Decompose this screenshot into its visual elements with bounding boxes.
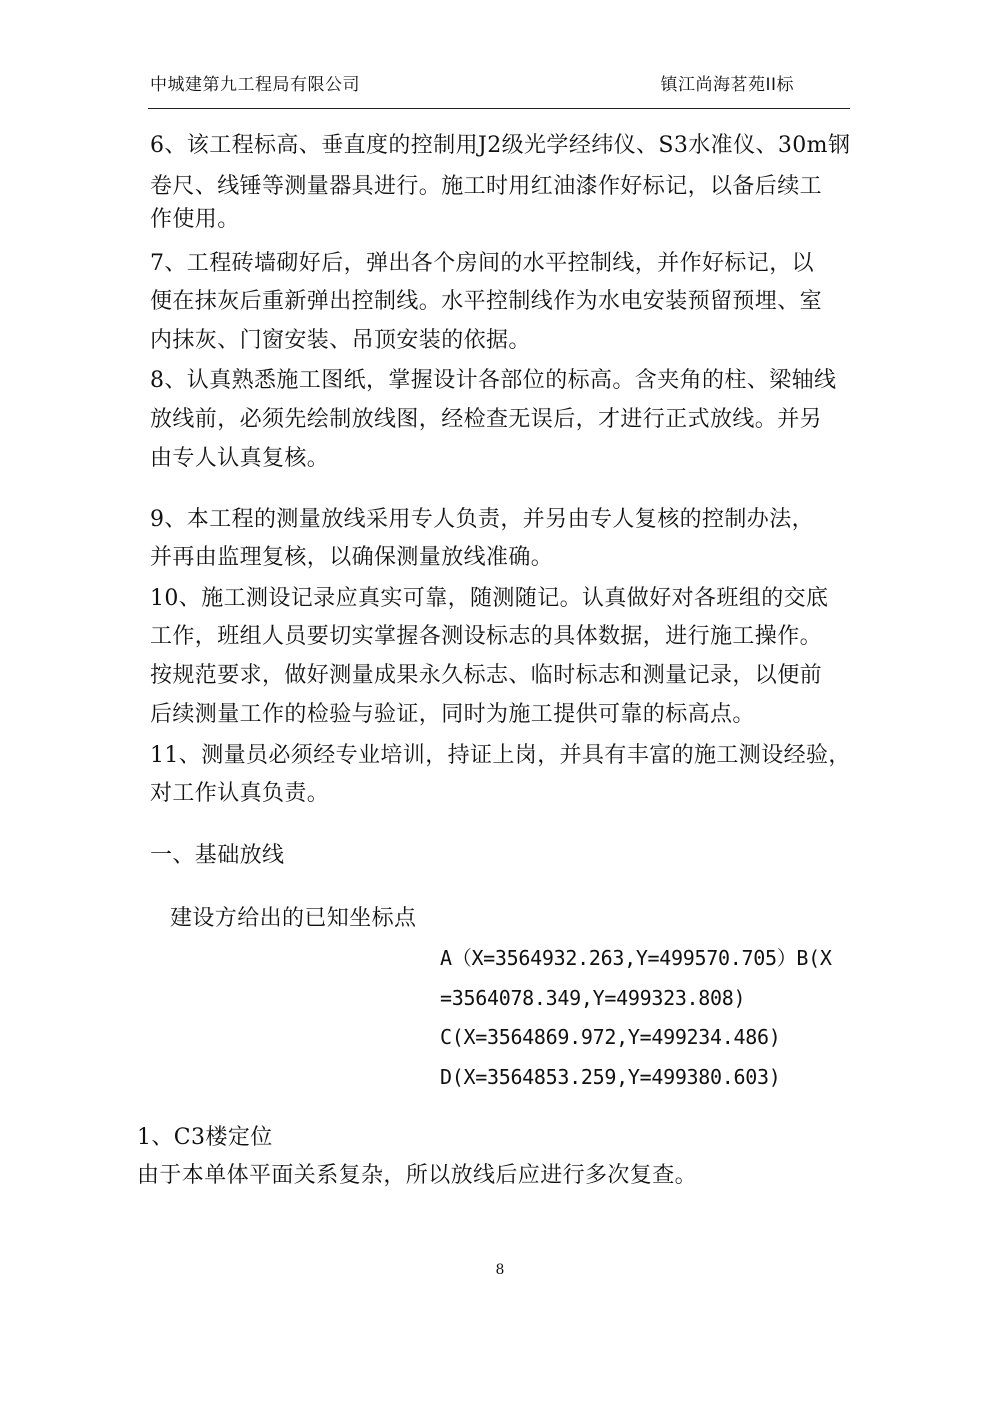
page-number: 8	[495, 1262, 505, 1278]
subsection-text: 由于本单体平面关系复杂，所以放线后应进行多次复查。	[137, 1163, 698, 1188]
paragraph-6-line-3: 作使用。	[150, 207, 240, 232]
section-title: 一、基础放线	[150, 843, 285, 868]
paragraph-6-line-2: 卷尺、线锤等测量器具进行。施工时用红油漆作好标记，以备后续工	[150, 174, 823, 199]
paragraph-8-line-3: 由专人认真复核。	[150, 446, 330, 471]
paragraph-6-line-1: 6、该工程标高、垂直度的控制用J2级光学经纬仪、S3水准仪、30m钢	[150, 133, 851, 158]
known-points-label: 建设方给出的已知坐标点	[170, 906, 417, 931]
paragraph-7-line-3: 内抹灰、门窗安装、吊顶安装的依据。	[150, 328, 531, 353]
paragraph-10-line-3: 按规范要求，做好测量成果永久标志、临时标志和测量记录，以便前	[150, 663, 823, 688]
paragraph-11-line-1: 11、测量员必须经专业培训，持证上岗，并具有丰富的施工测设经验，	[150, 743, 851, 768]
page-header	[148, 70, 850, 110]
paragraph-9-line-2: 并再由监理复核，以确保测量放线准确。	[150, 545, 554, 570]
coordinate-line-4: D(X=3564853.259,Y=499380.603)	[440, 1065, 781, 1089]
subsection-title: 1、C3楼定位	[137, 1125, 273, 1150]
header-rule	[148, 108, 850, 109]
paragraph-9-line-1: 9、本工程的测量放线采用专人负责，并另由专人复核的控制办法，	[150, 507, 814, 532]
paragraph-8-line-2: 放线前，必须先绘制放线图，经检查无误后，才进行正式放线。并另	[150, 407, 823, 432]
header-company: 中城建第九工程局有限公司	[150, 75, 360, 95]
coordinate-line-2: =3564078.349,Y=499323.808)	[440, 986, 746, 1010]
paragraph-7-line-2: 便在抹灰后重新弹出控制线。水平控制线作为水电安装预留预埋、室	[150, 289, 823, 314]
header-project: 镇江尚海茗苑II标	[660, 75, 794, 95]
paragraph-10-line-2: 工作，班组人员要切实掌握各测设标志的具体数据，进行施工操作。	[150, 624, 823, 649]
paragraph-8-line-1: 8、认真熟悉施工图纸，掌握设计各部位的标高。含夹角的柱、梁轴线	[150, 368, 837, 393]
paragraph-10-line-4: 后续测量工作的检验与验证，同时为施工提供可靠的标高点。	[150, 702, 755, 727]
paragraph-10-line-1: 10、施工测设记录应真实可靠，随测随记。认真做好对各班组的交底	[150, 586, 829, 611]
paragraph-11-line-2: 对工作认真负责。	[150, 781, 330, 806]
paragraph-7-line-1: 7、工程砖墙砌好后，弹出各个房间的水平控制线，并作好标记，以	[150, 251, 814, 276]
coordinate-line-1: A（X=3564932.263,Y=499570.705）B(X	[440, 946, 832, 970]
coordinate-line-3: C(X=3564869.972,Y=499234.486)	[440, 1025, 781, 1049]
